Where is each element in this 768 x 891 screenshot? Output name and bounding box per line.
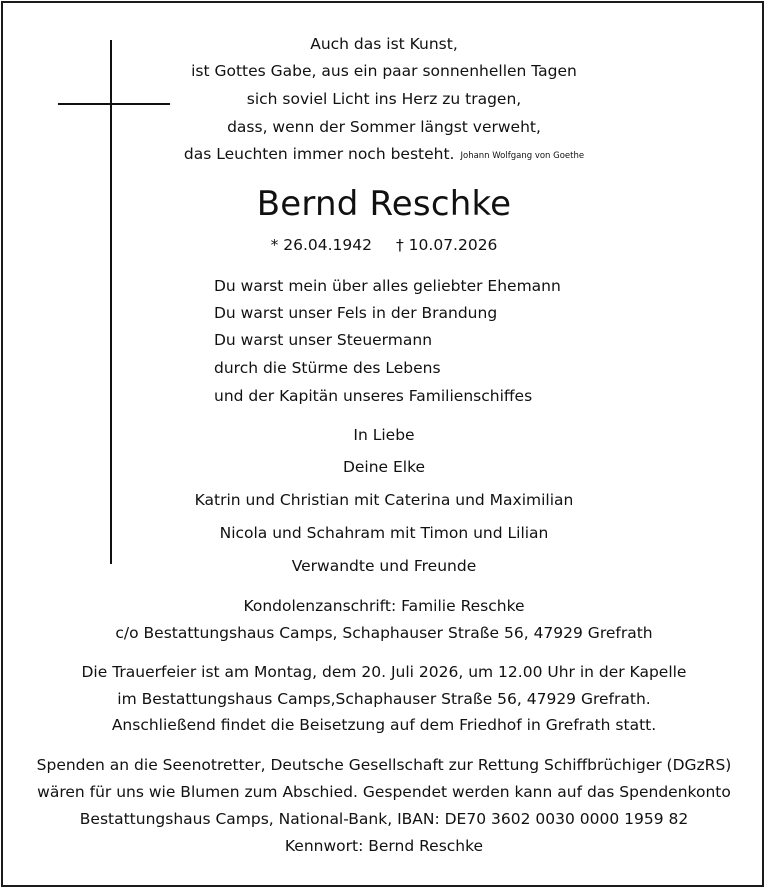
donation-line: Kennwort: Bernd Reschke (284, 837, 484, 855)
donation-line: Spenden an die Seenotretter, Deutsche Gesellschaft zur Rettung Schiffbrüchiger (DGzRS) (36, 756, 732, 774)
memorial-line: Du warst unser Steuermann (214, 331, 433, 349)
condolence-line: c/o Bestattungshaus Camps, Schaphauser Straße 56, 47929 Grefrath (115, 624, 653, 642)
mourner-line: Nicola und Schahram mit Timon und Lilian (219, 524, 549, 542)
life-dates (0, 236, 768, 254)
poem-line: sich soviel Licht ins Herz zu tragen, (246, 90, 522, 108)
ceremony-line: im Bestattungshaus Camps,Schaphauser Straße 56, 47929 Grefrath. (117, 690, 651, 708)
memorial-line: Du warst mein über alles geliebter Ehemann (214, 277, 561, 295)
memorial-line: und der Kapitän unseres Familienschiffes (214, 387, 533, 405)
poem-line: Auch das ist Kunst, (310, 35, 458, 53)
deceased-name: Bernd Reschke (256, 184, 512, 224)
memorial-line: Du warst unser Fels in der Brandung (214, 304, 498, 322)
donation-line: wären für uns wie Blumen zum Abschied. Gespendet werden kann auf das Spendenkonto (37, 783, 731, 801)
ceremony-line: Anschließend findet die Beisetzung auf dem Friedhof in Grefrath statt. (111, 716, 657, 734)
memorial-line: durch die Stürme des Lebens (214, 359, 441, 377)
ceremony-line: Die Trauerfeier ist am Montag, dem 20. Juli 2026, um 12.00 Uhr in der Kapelle (81, 663, 687, 681)
poem-last-line (0, 145, 768, 163)
mourner-line: Deine Elke (342, 458, 426, 476)
condolence-line: Kondolenzanschrift: Familie Reschke (243, 597, 525, 615)
poem-author: Johann Wolfgang von Goethe (460, 151, 585, 161)
donation-line: Bestattungshaus Camps, National-Bank, IBAN: DE70 3602 0030 0000 1959 82 (79, 810, 689, 828)
mourner-line: Katrin und Christian mit Caterina und Maximilian (194, 491, 574, 509)
poem-line: das Leuchten immer noch besteht. (183, 145, 455, 163)
poem-line: dass, wenn der Sommer längst verweht, (227, 118, 541, 136)
poem-line: ist Gottes Gabe, aus ein paar sonnenhellen Tagen (191, 62, 577, 80)
mourner-line: Verwandte und Freunde (291, 557, 477, 575)
mourner-line: In Liebe (353, 426, 415, 444)
birth-date: * 26.04.1942 (270, 236, 372, 254)
death-date: † 10.07.2026 (396, 236, 498, 254)
